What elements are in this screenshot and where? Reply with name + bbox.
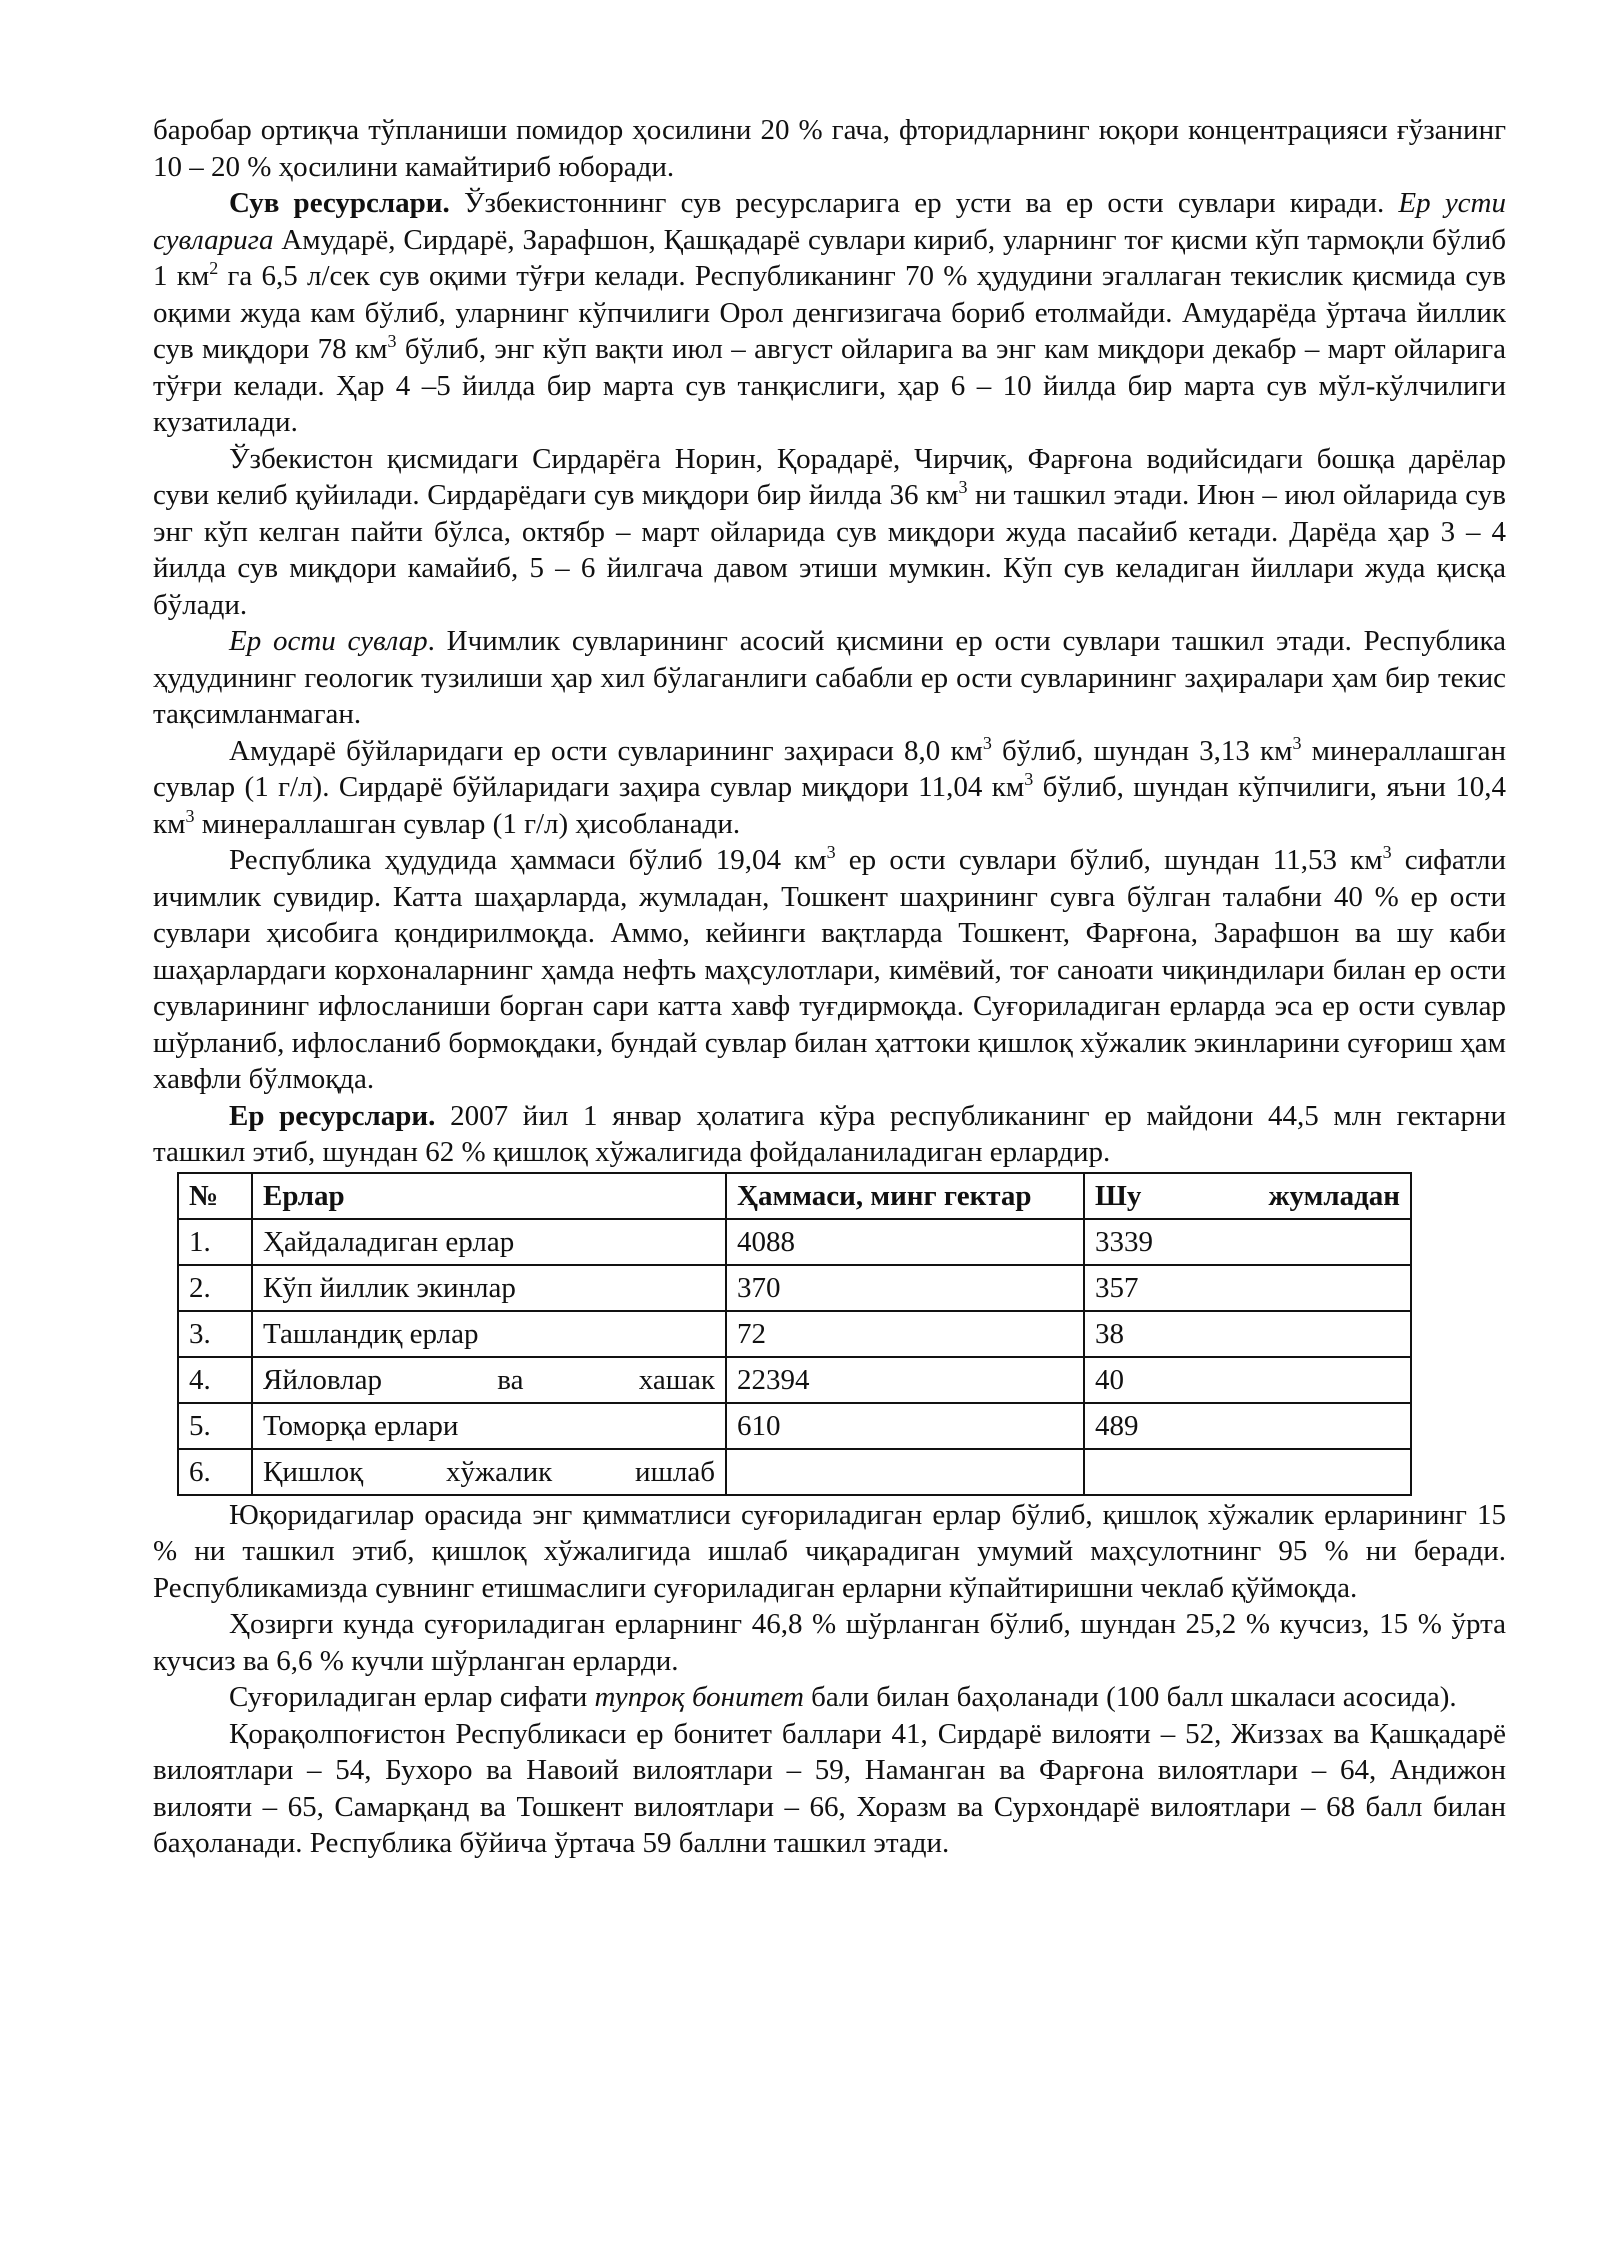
cell-word: ва [497,1364,524,1395]
cell-number: 4. [178,1357,252,1403]
document-page [153,112,1506,1862]
header-including-word-1: Шу [1095,1180,1142,1211]
cell-word: хўжалик [446,1456,553,1487]
cell-total: 370 [726,1265,1084,1311]
text-span: Амударё бўйларидаги ер ости сувларининг заҳираси 8,0 км [229,734,983,767]
text-span: га 6,5 л/сек сув оқими тўғри келади. Республиканинг 70 % ҳудудини эгаллаган текислик қисмида сув оқими жуда кам бўлиб, уларнинг кўпчилиги Орол денгизигача бориб етолмайди. Амударёда ўртача йиллик сув миқдори 78 км [153,260,1507,365]
superscript: 3 [826,842,836,862]
text-span: бўлиб, шундан кўпчилиги, яъни 10,4 км [153,771,1506,840]
superscript: 3 [185,805,195,826]
header-including-word-2: жумладан [1268,1180,1400,1211]
superscript: 3 [1024,769,1034,789]
header-total: Ҳаммаси, минг гектар [726,1173,1084,1219]
cell-number: 6. [178,1449,252,1495]
text-span: бўлиб, шундан 3,13 км [991,734,1293,767]
table-row [178,1265,1411,1311]
cell-including: 357 [1084,1265,1411,1311]
heading-water-resources: Сув ресурслари. [229,187,450,219]
paragraph-land-resources [153,1098,1506,1171]
heading-land-resources: Ер ресурслари. [229,1099,436,1132]
cell-including: 489 [1084,1403,1411,1449]
paragraph-regions: Қорақолпоғистон Республикаси ер бонитет баллари 41, Сирдарё вилояти – 52, Жиззах ва Қашқадарё вилоятлари – 54, Бухоро ва Навоий вилоятлари – 59, Наманган ва Фарғона вилоятлари – 64, Андижон вилояти – 65, Самарқанд ва Тошкент вилоятлари – 66, Хоразм ва Сурхондарё вилоятлари – 68 балл билан баҳоланади. Республика бўйича ўртача 59 баллни ташкил этади. [153,1717,1506,1859]
header-lands: Ерлар [252,1173,726,1219]
cell-word: хашак [638,1364,715,1395]
cell-land-type: Кўп йиллик экинлар [252,1265,726,1311]
cell-total [726,1449,1084,1495]
cell-including: 38 [1084,1311,1411,1357]
header-including [1084,1173,1411,1219]
text-span: бали билан баҳоланади (100 балл шкаласи асосида). [803,1681,1457,1713]
cell-number: 2. [178,1265,252,1311]
paragraph-drinking-water [153,842,1506,1098]
cell-land-type [252,1357,726,1403]
cell-word: ишлаб [635,1456,715,1487]
table-header-row [178,1173,1411,1219]
cell-number: 1. [178,1219,252,1265]
paragraph-irrigated: Юқоридагилар орасида энг қимматлиси суғориладиган ерлар бўлиб, қишлоқ хўжалик ерларининг 15 % ни ташкил этиб, қишлоқ хўжалигида ишлаб чиқарадиган умумий маҳсулотнинг 95 % ни беради. Республикамизда сувнинг етишмаслиги суғориладиган ерларни кўпайтиришни чеклаб қўймоқда. [153,1498,1506,1604]
cell-number: 3. [178,1311,252,1357]
cell-number: 5. [178,1403,252,1449]
text-span: бўлиб, энг кўп вақти июл – август ойларига ва энг кам миқдори декабр – март ойларига тўғри келади. Ҳар 4 –5 йилда бир марта сув танқислиги, ҳар 6 – 10 йилда бир марта сув мўл-кўлчилиги кузатилади. [153,333,1507,438]
cell-total: 4088 [726,1219,1084,1265]
text-span: минераллашган сувлар (1 г/л) ҳисобланади. [194,807,741,840]
cell-including: 40 [1084,1357,1411,1403]
italic-term: тупроқ бонитет [594,1681,804,1713]
italic-term: Ер ости сувлар [229,625,428,657]
superscript: 3 [982,732,992,753]
italic-term: Ер усти сувларига [153,187,1507,256]
table-row [178,1449,1411,1495]
cell-land-type: Ташландиқ ерлар [252,1311,726,1357]
paragraph-syrdarya [153,441,1506,624]
cell-word: Қишлоқ [263,1456,364,1487]
cell-total: 22394 [726,1357,1084,1403]
superscript: 2 [209,258,219,278]
cell-land-type [252,1449,726,1495]
table-row [178,1403,1411,1449]
text-span: минераллашган сувлар (1 г/л). Сирдарё бўйларидаги заҳира сувлар миқдори 11,04 км [153,734,1506,803]
paragraph-reserves [153,733,1506,843]
paragraph-water-resources [153,185,1506,441]
text-span: ни ташкил этади. Июн – июл ойларида сув энг кўп келган пайти бўлса, октябр – март ойларида сув миқдори жуда пасайиб кетади. Дарёда ҳар 3 – 4 йилда сув миқдори камайиб, 5 – 6 йилгача давом этиши мумкин. Кўп сув келадиган йиллари жуда қисқа бўлади. [153,479,1506,621]
cell-word: Яйловлар [263,1364,382,1395]
table-row [178,1311,1411,1357]
text-span: Суғориладиган ерлар сифати [229,1681,595,1713]
cell-including: 3339 [1084,1219,1411,1265]
text-span: 2007 йил 1 январ ҳолатига кўра республиканинг ер майдони 44,5 млн гектарни ташкил этиб, шундан 62 % қишлоқ хўжалигида фойдаланиладиган ерлардир. [153,1099,1507,1168]
paragraph-groundwater [153,623,1506,733]
superscript: 3 [1382,842,1392,862]
table-row [178,1219,1411,1265]
land-table [177,1172,1412,1496]
text-span: . Ичимлик сувларининг асосий қисмини ер ости сувлари ташкил этади. Республика ҳудудининг геологик тузилиши ҳар хил бўлаганлиги сабабли ер ости сувларининг заҳиралари ҳам бир текис тақсимланмаган. [153,625,1506,730]
cell-total: 610 [726,1403,1084,1449]
cell-total: 72 [726,1311,1084,1357]
cell-including [1084,1449,1411,1495]
cell-land-type: Томорқа ерлари [252,1403,726,1449]
superscript: 3 [1292,732,1302,753]
text-span: Амударё, Сирдарё, Зарафшон, Қашқадарё сувлари кириб, уларнинг тоғ қисми кўп тармоқли бўлиб 1 км [153,223,1506,292]
paragraph-bonitet [153,1679,1506,1716]
text-span: Ўзбекистоннинг сув ресурсларига ер усти ва ер ости сувлари киради. [449,187,1399,219]
text-span: сифатли ичимлик сувидир. Катта шаҳарларда, жумладан, Тошкент шаҳрининг сувга бўлган талабни 40 % ер ости сувлари ҳисобига қондирилмоқда. Аммо, кейинги вақтларда Тошкент, Фарғона, Зарафшон ва шу каби шаҳарлардаги корхоналарнинг ҳамда нефть маҳсулотлари, кимёвий, тоғ саноати чиқиндилари билан ер ости сувларининг ифлосланиши борган сари катта хавф туғдирмоқда. Суғориладиган ерларда эса ер ости сувлар шўрланиб, ифлосланиб бормоқдаки, бундай сувлар билан ҳаттоки қишлоқ хўжалик экинларини суғориш ҳам хавфли бўлмоқда. [153,844,1506,1095]
superscript: 3 [958,477,968,497]
cell-land-type: Ҳайдаладиган ерлар [252,1219,726,1265]
table-row [178,1357,1411,1403]
text-span: ер ости сувлари бўлиб, шундан 11,53 км [835,844,1383,876]
header-number: № [178,1173,252,1219]
superscript: 3 [387,331,397,351]
text-span: Ўзбекистон қисмидаги Сирдарёга Норин, Қорадарё, Чирчиқ, Фарғона водийсидаги бошқа дарёлар суви келиб қуйилади. Сирдарёдаги сув миқдори бир йилда 36 км [153,442,1506,511]
paragraph-1: баробар ортиқча тўпланиши помидор ҳосилини 20 % гача, фторидларнинг юқори концентрацияси ғўзанинг 10 – 20 % ҳосилини камайтириб юборади. [153,114,1506,183]
paragraph-salinity: Ҳозирги кунда суғориладиган ерларнинг 46,8 % шўрланган бўлиб, шундан 25,2 % кучсиз, 15 % ўрта кучсиз ва 6,6 % кучли шўрланган ерларди. [153,1608,1506,1677]
text-span: Республика ҳудудида ҳаммаси бўлиб 19,04 км [229,844,827,876]
